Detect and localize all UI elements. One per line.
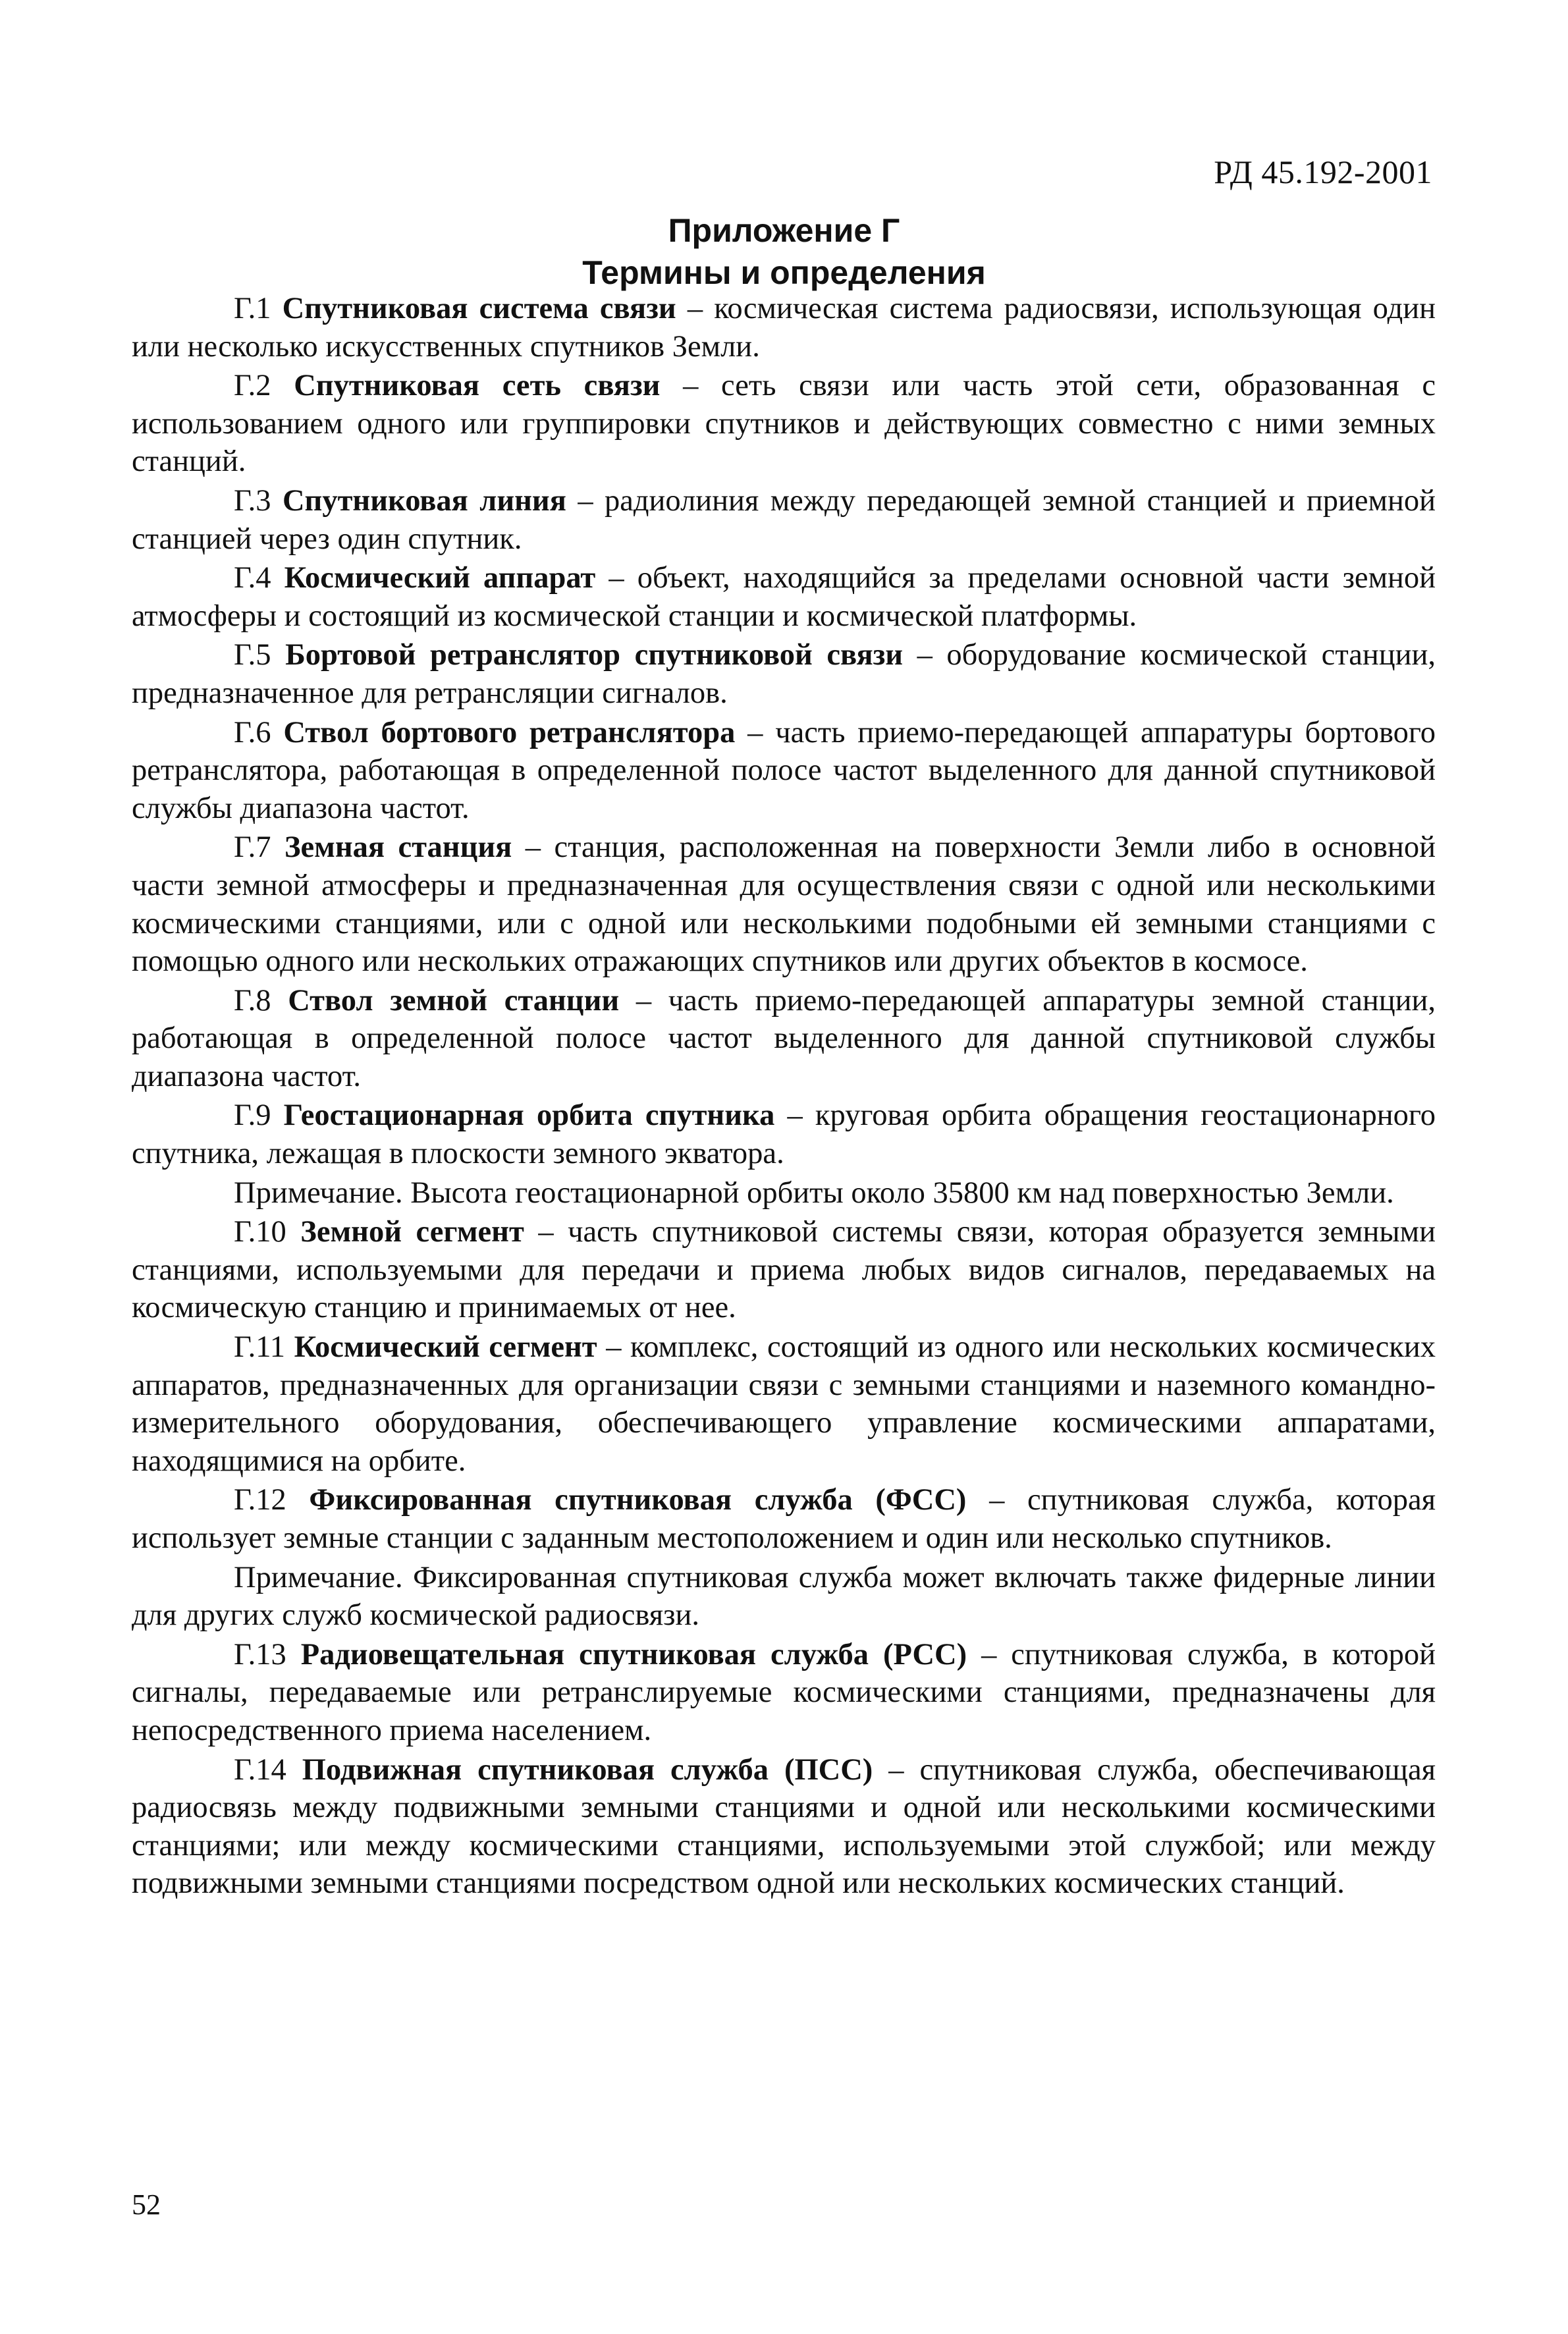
definition-text: – часть приемо-передающей аппаратуры бортового ретранслятора, работающая в определенной полосе частот выделенного для данной спутниковой службы диапазона частот. xyxy=(132,715,1436,825)
definition-number: Г.14 xyxy=(234,1752,286,1787)
definition-g13 xyxy=(132,1636,1436,1750)
definitions-list xyxy=(132,290,1436,1904)
definition-text: – спутниковая служба, в которой сигналы, передаваемые или ретранслируемые космическими станциями, предназначены для непосредственного приема населением. xyxy=(132,1637,1436,1747)
definition-term: Спутниковая линия xyxy=(282,483,566,518)
definition-number: Г.5 xyxy=(234,638,271,672)
definition-g10 xyxy=(132,1213,1436,1327)
definition-number: Г.12 xyxy=(234,1483,286,1517)
definition-term: Ствол земной станции xyxy=(288,983,620,1018)
page-number: 52 xyxy=(132,2188,161,2221)
definition-number: Г.10 xyxy=(234,1215,286,1249)
note-text: Примечание. Фиксированная спутниковая служба может включать также фидерные линии для других служб космической радиосвязи. xyxy=(132,1560,1436,1633)
definition-number: Г.11 xyxy=(234,1330,286,1365)
note-geostationary xyxy=(132,1174,1436,1212)
definition-text: – оборудование космической станции, предназначенное для ретрансляции сигналов. xyxy=(132,638,1436,710)
definition-text: – комплекс, состоящий из одного или нескольких космических аппаратов, предназначенных для организации связи с земными станциями и наземного командно-измерительного оборудования, обеспечивающего управление космическими аппаратами, находящимися на орбите. xyxy=(132,1330,1436,1478)
definition-text: – радиолиния между передающей земной станцией и приемной станцией через один спутник. xyxy=(132,483,1436,556)
definition-g7 xyxy=(132,828,1436,980)
definition-term: Геостационарная орбита спутника xyxy=(283,1099,775,1133)
definition-number: Г.3 xyxy=(234,483,271,518)
definition-term: Подвижная спутниковая служба (ПСС) xyxy=(302,1752,873,1787)
definition-term: Ствол бортового ретранслятора xyxy=(283,715,736,749)
definition-number: Г.8 xyxy=(234,983,271,1018)
definition-number: Г.6 xyxy=(234,715,271,749)
definition-text: – станция, расположенная на поверхности Земли либо в основной части земной атмосферы и предназначенная для осуществления связи с одной или несколькими космическими станциями, или с одной или несколькими подобными ей земными станциями с помощью одного или нескольких отражающих спутников или других объектов в космосе. xyxy=(132,830,1436,979)
definition-text: – объект, находящийся за пределами основной части земной атмосферы и состоящий из космической станции и космической платформы. xyxy=(132,561,1436,633)
definition-term: Спутниковая сеть связи xyxy=(294,369,661,403)
definition-text: – круговая орбита обращения геостационарного спутника, лежащая в плоскости земного экватора. xyxy=(132,1099,1436,1171)
definition-g14 xyxy=(132,1751,1436,1903)
definition-number: Г.9 xyxy=(234,1099,271,1133)
definition-g3 xyxy=(132,482,1436,558)
definition-term: Спутниковая система связи xyxy=(282,292,676,325)
definition-g8 xyxy=(132,982,1436,1096)
definition-term: Радиовещательная спутниковая служба (РСС) xyxy=(300,1637,967,1671)
definition-g5 xyxy=(132,636,1436,712)
definition-g4 xyxy=(132,559,1436,635)
definition-term: Космический сегмент xyxy=(294,1330,597,1365)
definition-text: – часть приемо-передающей аппаратуры земной станции, работающая в определенной полосе частот выделенного для данной спутниковой службы диапазона частот. xyxy=(132,983,1436,1093)
definition-text: – сеть связи или часть этой сети, образованная с использованием одного или группировки спутников и действующих совместно с ними земных станций. xyxy=(132,369,1436,479)
definition-text: – космическая система радиосвязи, использующая один или несколько искусственных спутников Земли. xyxy=(132,292,1436,364)
appendix-title: Приложение Г xyxy=(668,212,900,249)
definition-g2 xyxy=(132,367,1436,481)
definition-term: Земная станция xyxy=(284,830,512,865)
definition-text: – спутниковая служба, обеспечивающая радиосвязь между подвижными земными станциями и одной или несколькими космическими станциями; или между космическими станциями, используемыми этой службой; или между подвижными земными станциями посредством одной или нескольких космических станций. xyxy=(132,1752,1436,1901)
document-code: РД 45.192-2001 xyxy=(1214,153,1432,190)
definition-term: Космический аппарат xyxy=(284,561,596,595)
definition-number: Г.13 xyxy=(234,1637,286,1671)
appendix-subtitle: Термины и определения xyxy=(582,254,986,291)
definition-number: Г.7 xyxy=(234,830,271,865)
definition-text: – спутниковая служба, которая использует земные станции с заданным местоположением и один или несколько спутников. xyxy=(132,1483,1436,1555)
definition-number: Г.4 xyxy=(234,561,271,595)
note-text: Примечание. Высота геостационарной орбиты около 35800 км над поверхностью Земли. xyxy=(234,1176,1394,1210)
note-fss xyxy=(132,1559,1436,1635)
definition-g1 xyxy=(132,290,1436,366)
definition-number: Г.1 xyxy=(234,292,271,325)
definition-g11 xyxy=(132,1328,1436,1480)
definition-g9 xyxy=(132,1097,1436,1172)
definition-term: Бортовой ретранслятор спутниковой связи xyxy=(285,638,904,672)
definition-g12 xyxy=(132,1481,1436,1557)
appendix-heading xyxy=(0,209,1568,294)
definition-number: Г.2 xyxy=(234,369,271,403)
definition-text: – часть спутниковой системы связи, которая образуется земными станциями, используемыми для передачи и приема любых видов сигналов, передаваемых на космическую станцию и принимаемых от нее. xyxy=(132,1215,1436,1325)
definition-term: Земной сегмент xyxy=(300,1215,524,1249)
definition-term: Фиксированная спутниковая служба (ФСС) xyxy=(309,1483,967,1517)
definition-g6 xyxy=(132,714,1436,828)
